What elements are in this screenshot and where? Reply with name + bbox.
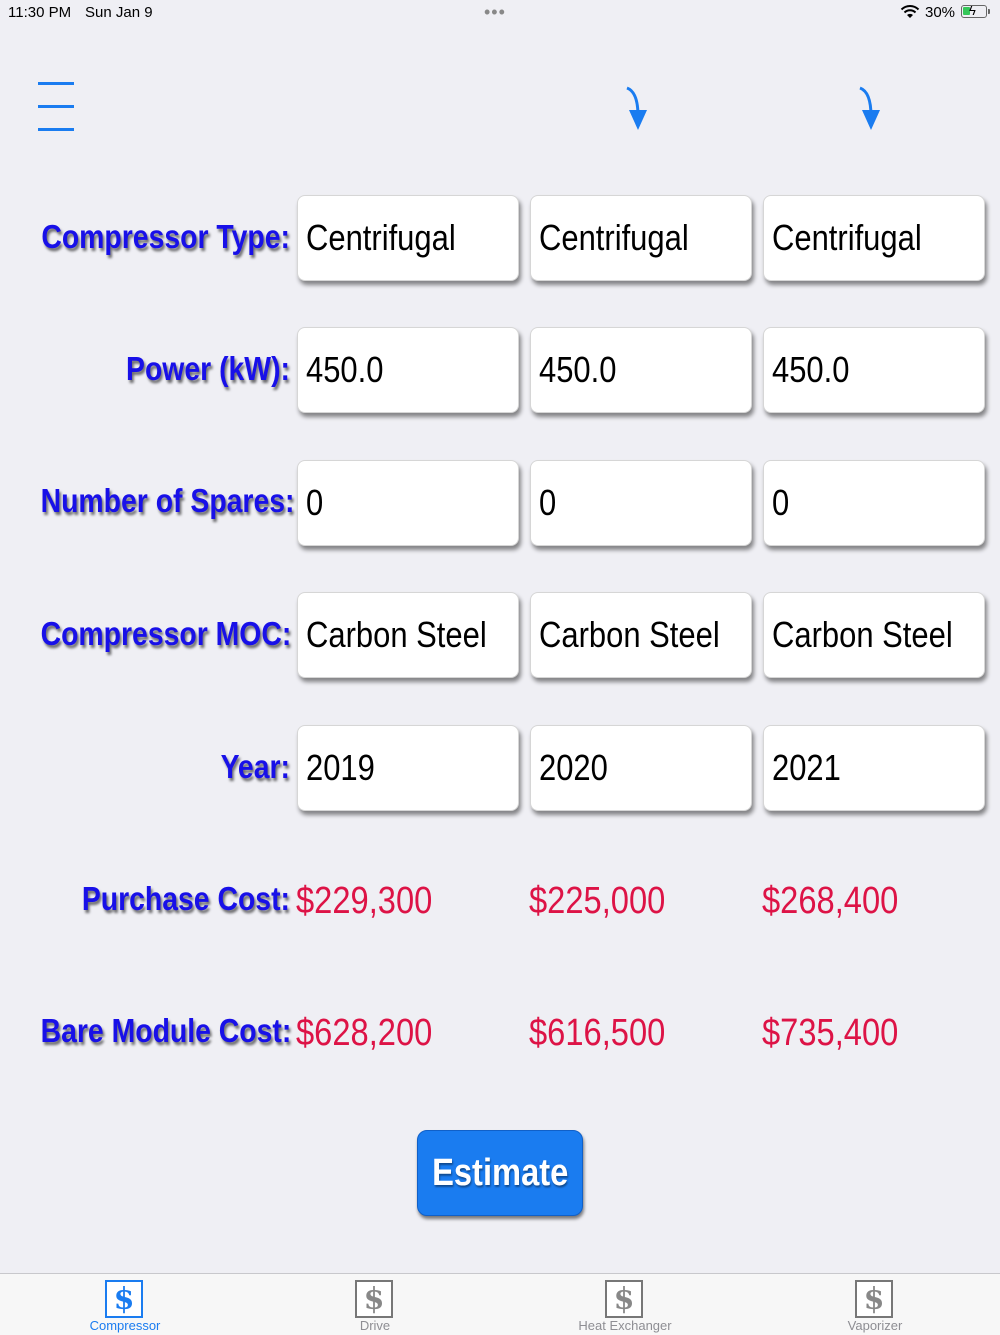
label-year: Year: xyxy=(220,748,290,785)
status-date: Sun Jan 9 xyxy=(85,4,153,21)
moc-select[interactable]: Carbon Steel xyxy=(763,592,985,678)
label-purchase-cost: Purchase Cost: xyxy=(81,880,290,917)
label-number-of-spares: Number of Spares: xyxy=(40,482,295,519)
spares-input[interactable]: 0 xyxy=(530,460,752,546)
spares-input[interactable]: 0 xyxy=(297,460,519,546)
year-input[interactable]: 2020 xyxy=(530,725,752,811)
wifi-icon xyxy=(900,4,920,20)
label-power: Power (kW): xyxy=(126,350,290,387)
bare-module-cost-value: $735,400 xyxy=(762,1012,899,1054)
dollar-icon: $ xyxy=(105,1280,143,1318)
copy-down-arrow-icon[interactable] xyxy=(624,82,654,134)
battery-percent: 30% xyxy=(925,4,956,21)
label-compressor-moc: Compressor MOC: xyxy=(40,615,292,652)
year-input[interactable]: 2021 xyxy=(763,725,985,811)
tab-compressor[interactable] xyxy=(0,1274,250,1335)
label-bare-module-cost: Bare Module Cost: xyxy=(40,1012,292,1049)
compressor-type-select[interactable]: Centrifugal xyxy=(297,195,519,281)
label-compressor-type: Compressor Type: xyxy=(41,218,290,255)
menu-icon[interactable] xyxy=(38,80,76,134)
tab-heat-exchanger[interactable] xyxy=(500,1274,750,1335)
purchase-cost-value: $229,300 xyxy=(296,880,433,922)
bare-module-cost-value: $616,500 xyxy=(529,1012,666,1054)
moc-select[interactable]: Carbon Steel xyxy=(297,592,519,678)
tab-bar xyxy=(0,1273,1000,1335)
tab-label: Compressor xyxy=(89,1318,161,1333)
power-input[interactable]: 450.0 xyxy=(297,327,519,413)
power-input[interactable]: 450.0 xyxy=(763,327,985,413)
estimate-button[interactable]: Estimate xyxy=(417,1130,583,1216)
moc-select[interactable]: Carbon Steel xyxy=(530,592,752,678)
dollar-icon: $ xyxy=(605,1280,643,1318)
year-input[interactable]: 2019 xyxy=(297,725,519,811)
status-time: 11:30 PM xyxy=(8,4,72,21)
dollar-icon: $ xyxy=(855,1280,893,1318)
tab-label: Heat Exchanger xyxy=(578,1318,672,1333)
battery-icon: ϟ xyxy=(961,5,987,18)
tab-label: Vaporizer xyxy=(847,1318,903,1333)
bare-module-cost-value: $628,200 xyxy=(296,1012,433,1054)
purchase-cost-value: $225,000 xyxy=(529,880,666,922)
tab-label: Drive xyxy=(359,1318,391,1333)
copy-down-arrow-icon[interactable] xyxy=(857,82,887,134)
dollar-icon: $ xyxy=(355,1280,393,1318)
tab-drive[interactable] xyxy=(250,1274,500,1335)
tab-vaporizer[interactable] xyxy=(750,1274,1000,1335)
purchase-cost-value: $268,400 xyxy=(762,880,899,922)
power-input[interactable]: 450.0 xyxy=(530,327,752,413)
compressor-type-select[interactable]: Centrifugal xyxy=(530,195,752,281)
status-bar xyxy=(0,0,1000,26)
spares-input[interactable]: 0 xyxy=(763,460,985,546)
multitasking-dots-icon[interactable]: ••• xyxy=(484,2,506,22)
compressor-type-select[interactable]: Centrifugal xyxy=(763,195,985,281)
